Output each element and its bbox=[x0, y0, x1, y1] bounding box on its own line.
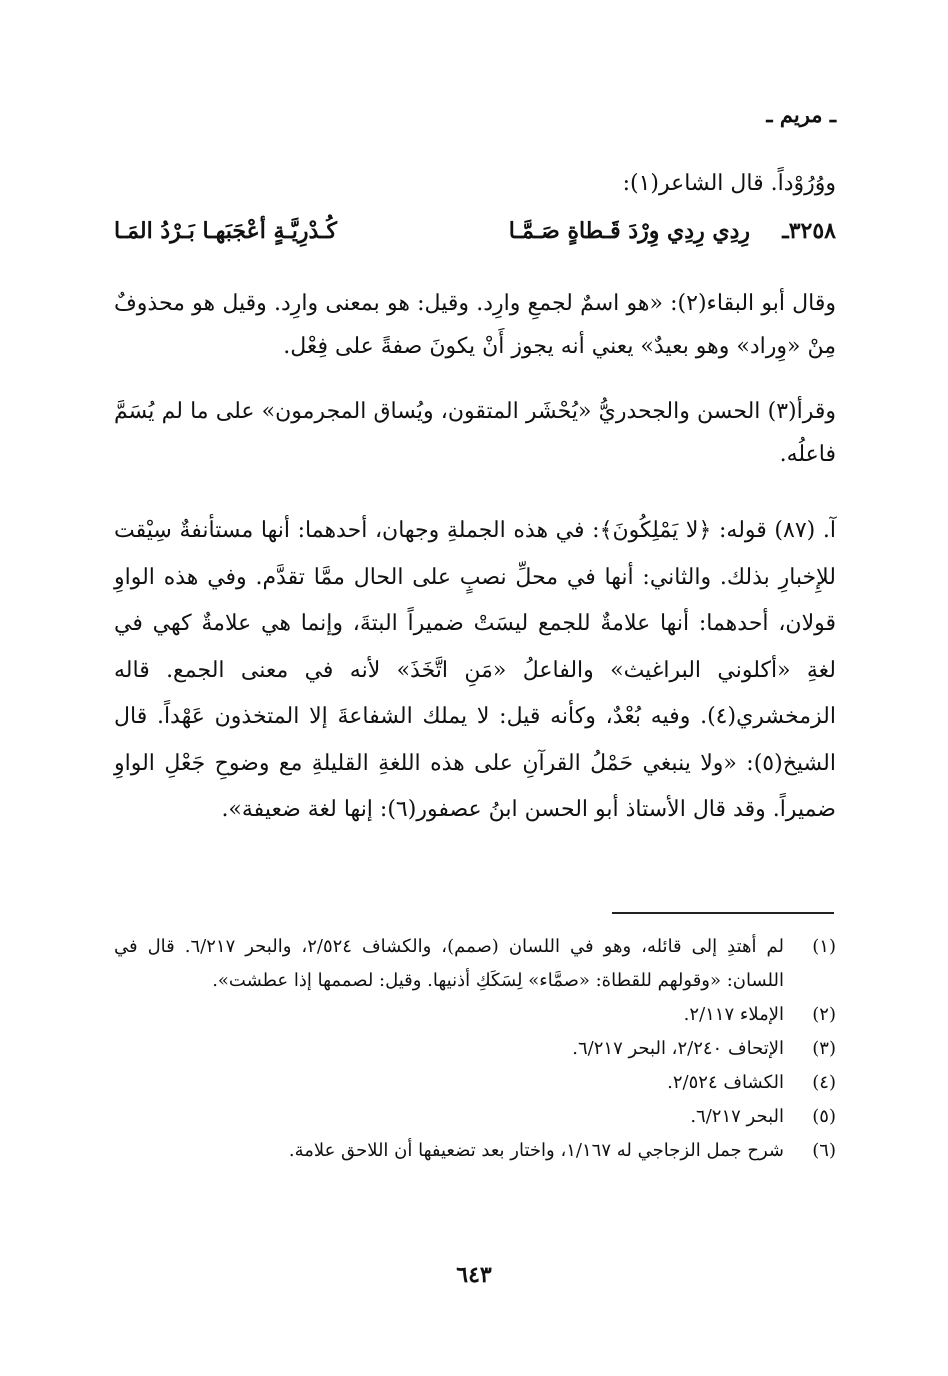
footnote bbox=[114, 1066, 836, 1100]
footnote-separator bbox=[612, 912, 834, 914]
footnote-number: (٣) bbox=[812, 1038, 836, 1059]
verse-second-hemistich: كُـدْرِيَّـةٍ أعْجَبَهـا بَـرْدُ المَـا bbox=[114, 218, 337, 244]
footnote-number: (٢) bbox=[812, 1004, 836, 1025]
paragraph-qiraa: وقرأ(٣) الحسن والجحدريُّ «يُحْشَر المتقون، ويُساق المجرمون» على ما لم يُسَمَّ فاعلُه. bbox=[114, 399, 836, 467]
footnote bbox=[114, 930, 836, 998]
footnote-text: البحر ٦/٢١٧. bbox=[690, 1106, 784, 1127]
footnote-text: شرح جمل الزجاجي له ١/١٦٧، واختار بعد تضعيفها أن اللاحق علامة. bbox=[288, 1140, 784, 1161]
paragraph-verse-87: آ. (٨٧) قوله: ﴿لا يَمْلِكُونَ﴾: في هذه الجملةِ وجهان، أحدهما: أنها مستأنفةٌ سِيْقت للإِخبارِ بذلك. والثاني: أنها في محلِّ نصبٍ على الحال ممَّا تقدَّم. وفي هذه الواوِ قولان، أحدهما: أنها علامةٌ للجمع ليسَتْ ضميراً البتةَ، وإنما هي علامةٌ كهي في لغةِ «أكلوني البراغيث» والفاعلُ «مَنِ اتَّخَذَ» لأنه في معنى الجمع. قاله الزمخشري(٤). وفيه بُعْدٌ، وكأنه قيل: لا يملك الشفاعةَ إلا المتخذون عَهْداً. قال الشيخ(٥): «ولا ينبغي حَمْلُ القرآنِ على هذه اللغةِ القليلةِ مع وضوحِ جَعْلِ الواوِ ضميراً. وقد قال الأستاذ أبو الحسن ابنُ عصفور(٦): إنها لغة ضعيفة». bbox=[114, 518, 836, 822]
verse-number: ٣٢٥٨ـ bbox=[782, 218, 836, 244]
page-number: ٦٤٣ bbox=[456, 1262, 492, 1288]
footnote-number: (١) bbox=[812, 936, 836, 957]
footnote-number: (٤) bbox=[812, 1072, 836, 1093]
paragraph-abu-al-baqa: وقال أبو البقاء(٢): «هو اسمٌ لجمعِ وارِد. وقيل: هو بمعنى وارِد. وقيل هو محذوفٌ مِنْ «وِراد» وهو بعيدٌ» يعني أنه يجوز أَنْ يكونَ صفةً على فِعْل. bbox=[114, 291, 836, 359]
footnote bbox=[114, 998, 836, 1032]
footnotes bbox=[114, 930, 836, 1168]
footnote-text: الإتحاف ٢/٢٤٠، البحر ٦/٢١٧. bbox=[572, 1038, 784, 1059]
running-header: ـ مريم ـ bbox=[766, 102, 836, 127]
footnote-text: الكشاف ٢/٥٢٤. bbox=[667, 1072, 784, 1093]
footnote-number: (٦) bbox=[812, 1140, 836, 1161]
footnote bbox=[114, 1134, 836, 1168]
intro-line: ووُرُوْداً. قال الشاعر(١): bbox=[622, 171, 836, 196]
poetry-verse bbox=[114, 218, 836, 264]
footnote-text: الإملاء ٢/١١٧. bbox=[683, 1004, 784, 1025]
footnote bbox=[114, 1100, 836, 1134]
footnote-text: لم أهتدِ إلى قائله، وهو في اللسان (صمم)، والكشاف ٢/٥٢٤، والبحر ٦/٢١٧. قال في اللسان: «وقولهم للقطاة: «صمَّاء» لِسَكَكِ أذنيها. وقيل: لصممها إذا عطشت». bbox=[114, 936, 784, 991]
footnote bbox=[114, 1032, 836, 1066]
footnote-number: (٥) bbox=[812, 1106, 836, 1127]
verse-first-hemistich: رِدِي رِدِي وِرْدَ قَـطاةٍ صَـمَّـا bbox=[508, 218, 750, 244]
